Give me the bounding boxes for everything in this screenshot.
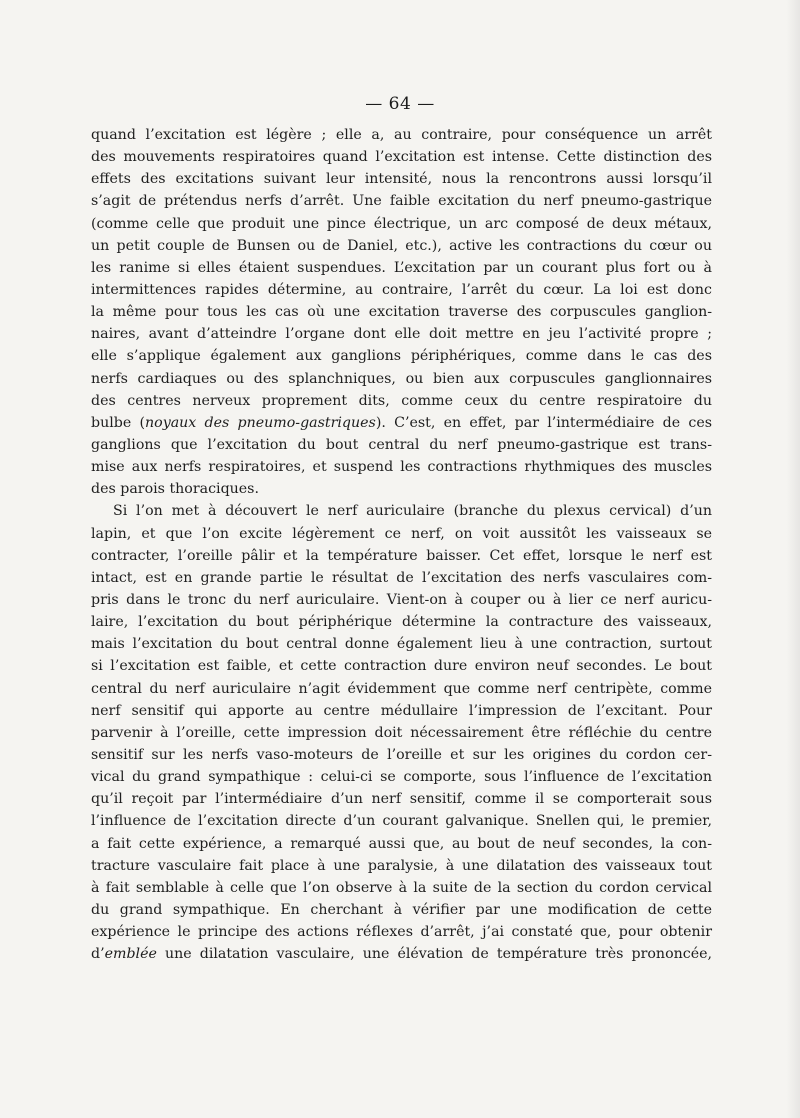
text-line-italic-phrase xyxy=(91,412,712,434)
line-fragment: bulbe ( xyxy=(91,414,146,431)
text-line: ganglions que l’excitation du bout central du nerf pneumo-gastrique est trans- xyxy=(91,436,712,453)
text-line: mise aux nerfs respiratoires, et suspend les contractions rhythmiques des muscles xyxy=(91,459,712,476)
page-edge-shadow xyxy=(786,0,800,1118)
text-line: des parois thoraciques. xyxy=(91,481,259,498)
text-line: intermittences rapides détermine, au contraire, l’arrêt du cœur. La loi est donc xyxy=(91,281,712,298)
italic-phrase: noyaux des pneumo-gastriques xyxy=(145,414,376,431)
text-line-italic-word xyxy=(91,943,712,965)
text-line: nerfs cardiaques ou des splanchniques, ou bien aux corpuscules ganglionnaires xyxy=(91,370,712,387)
text-line: les ranime si elles étaient suspendues. L’excitation par un courant plus fort ou à xyxy=(91,259,712,276)
text-line: naires, avant d’atteindre l’organe dont elle doit mettre en jeu l’activité propre ; xyxy=(91,326,712,343)
text-line: pris dans le tronc du nerf auriculaire. Vient-on à couper ou à lier ce nerf auricu- xyxy=(91,591,712,608)
italic-word: emblée xyxy=(104,946,157,963)
text-line: un petit couple de Bunsen ou de Daniel, etc.), active les contractions du cœur ou xyxy=(91,237,712,254)
text-line: contracter, l’oreille pâlir et la température baisser. Cet effet, lorsque le nerf est xyxy=(91,547,712,564)
page-number: — 64 — xyxy=(365,94,435,114)
line-fragment: ). C’est, en effet, par l’intermédiaire de ces xyxy=(375,414,713,431)
text-line: à fait semblable à celle que l’on observe à la suite de la section du cordon cervical xyxy=(91,879,712,896)
text-line: quand l’excitation est légère ; elle a, au contraire, pour conséquence un arrêt xyxy=(91,127,712,143)
text-line: central du nerf auriculaire n’agit évidemment que comme nerf centripète, comme xyxy=(91,680,712,697)
paragraph-start-line: Si l’on met à découvert le nerf auriculaire (branche du plexus cervical) d’un xyxy=(113,503,712,520)
text-line: intact, est en grande partie le résultat de l’excitation des nerfs vasculaires com- xyxy=(91,569,712,586)
text-line: la même pour tous les cas où une excitation traverse des corpuscules ganglion- xyxy=(91,304,712,321)
text-line: du grand sympathique. En cherchant à vérifier par une modification de cette xyxy=(91,901,712,918)
text-line: si l’excitation est faible, et cette contraction dure environ neuf secondes. Le bout xyxy=(91,658,712,675)
line-fragment: une dilatation vasculaire, une élévation de température très prononcée, xyxy=(156,946,712,963)
line-fragment: d’ xyxy=(91,946,105,963)
text-line: vical du grand sympathique : celui-ci se comporte, sous l’influence de l’excitation xyxy=(91,769,712,786)
text-line: mais l’excitation du bout central donne également lieu à une contraction, surtout xyxy=(91,636,712,653)
text-line: des mouvements respiratoires quand l’excitation est intense. Cette distinction des xyxy=(91,149,712,166)
text-line: l’influence de l’excitation directe d’un courant galvanique. Snellen qui, le premier, xyxy=(91,813,712,830)
text-line: (comme celle que produit une pince électrique, un arc composé de deux métaux, xyxy=(91,215,712,232)
text-line: a fait cette expérience, a remarqué aussi que, au bout de neuf secondes, la con- xyxy=(91,835,712,852)
text-line: s’agit de prétendus nerfs d’arrêt. Une faible excitation du nerf pneumo-gastrique xyxy=(91,193,712,210)
text-line: sensitif sur les nerfs vaso-moteurs de l’oreille et sur les origines du cordon cer- xyxy=(91,746,712,763)
text-line: parvenir à l’oreille, cette impression doit nécessairement être réfléchie du centre xyxy=(91,724,712,741)
text-line: expérience le principe des actions réflexes d’arrêt, j’ai constaté que, pour obtenir xyxy=(91,924,712,941)
text-line: elle s’applique également aux ganglions périphériques, comme dans le cas des xyxy=(91,348,712,365)
text-line: nerf sensitif qui apporte au centre médullaire l’impression de l’excitant. Pour xyxy=(91,702,712,719)
text-line: tracture vasculaire fait place à une paralysie, à une dilatation des vaisseaux tout xyxy=(91,857,712,874)
body-text xyxy=(91,124,712,965)
text-line: laire, l’excitation du bout périphérique détermine la contracture des vaisseaux, xyxy=(91,614,712,631)
text-line: des centres nerveux proprement dits, comme ceux du centre respiratoire du xyxy=(91,392,712,409)
text-line: qu’il reçoit par l’intermédiaire d’un nerf sensitif, comme il se comporterait sous xyxy=(91,791,712,808)
text-line: effets des excitations suivant leur intensité, nous la rencontrons aussi lorsqu’il xyxy=(91,171,712,188)
text-line: lapin, et que l’on excite légèrement ce nerf, on voit aussitôt les vaisseaux se xyxy=(91,525,712,542)
